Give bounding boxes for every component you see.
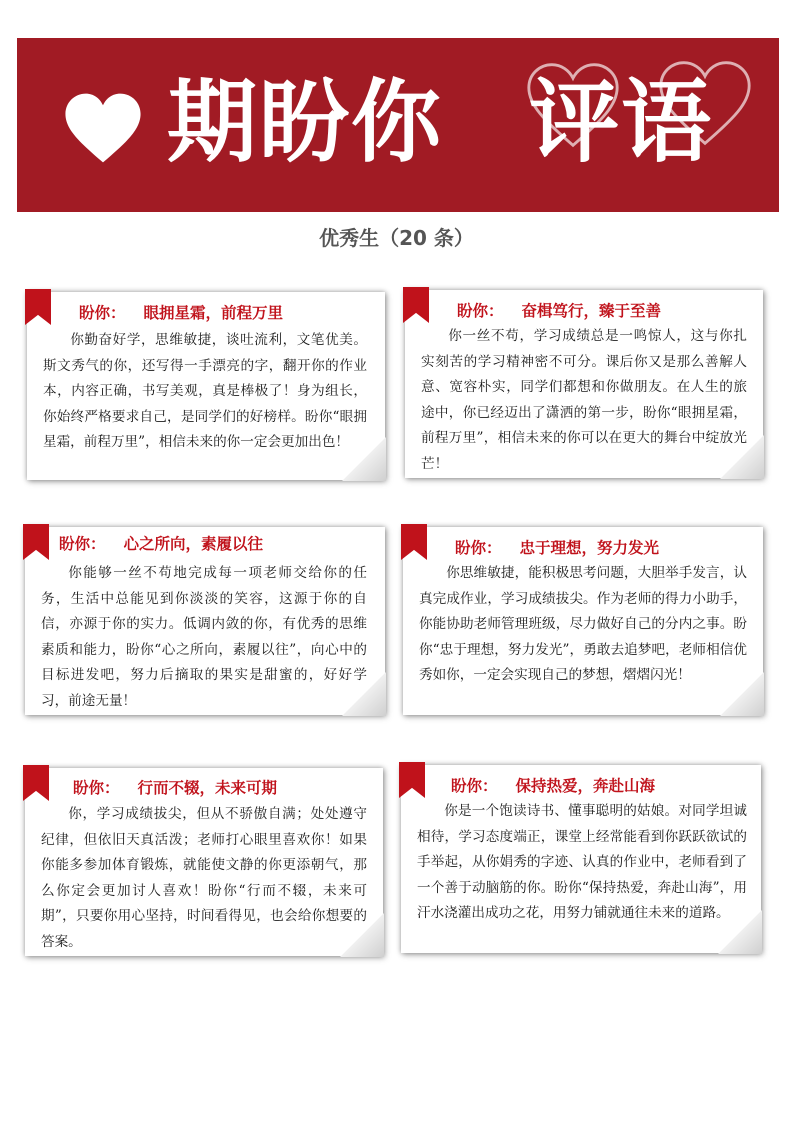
card-heading (79, 301, 283, 323)
ribbon-bookmark-icon (399, 762, 425, 798)
ribbon-bookmark-icon (23, 765, 49, 801)
card-motto: 行而不辍，未来可期 (137, 778, 278, 797)
card-body: 你思维敏捷，能积极思考问题，大胆举手发言，认真完成作业，学习成绩拔尖。作为老师的得力小助手，你能协助老师管理班级，尽力做好自己的分内之事。盼你“忠于理想，努力发光”，勇敢去追梦吧，老师相信优秀如你，一定会实现自己的梦想，熠熠闪光！ (419, 565, 747, 683)
card-body: 你一丝不苟，学习成绩总是一鸣惊人，这与你扎实刻苦的学习精神密不可分。课后你又是那么善解人意、宽容朴实，同学们都想和你做朋友。在人生的旅途中，你已经迈出了潇洒的第一步，盼你“眼拥星霜，前程万里”，相信未来的你可以在更大的舞台中绽放光芒！ (421, 328, 747, 472)
card-motto: 奋楫笃行，臻于至善 (521, 301, 662, 320)
banner-subtitle: 评语 (529, 70, 713, 175)
card-prefix: 盼你： (79, 303, 126, 322)
card-prefix: 盼你： (59, 534, 106, 553)
card-prefix: 盼你： (455, 538, 502, 557)
card-motto: 保持热爱，奔赴山海 (515, 776, 656, 795)
banner-title: 期盼你 (167, 70, 443, 175)
card-heading (457, 299, 661, 321)
card-body: 你是一个饱读诗书、懂事聪明的姑娘。对同学坦诚相待，学习态度端正，课堂上经常能看到你跃跃欲试的手举起，从你娟秀的字迹、认真的作业中，老师看到了一个善于动脑筋的你。盼你“保持热爱，奔赴山海”，用汗水浇灌出成功之花，用努力铺就通往未来的道路。 (417, 803, 747, 921)
card-motto: 眼拥星霜，前程万里 (143, 303, 284, 322)
card-body: 你勤奋好学，思维敏捷，谈吐流利，文笔优美。斯文秀气的你，还写得一手漂亮的字，翻开你的作业本，内容正确，书写美观，真是棒极了！身为组长，你始终严格要求自己，是同学们的好榜样。盼你“眼拥星霜，前程万里”，相信未来的你一定会更加出色！ (43, 332, 367, 450)
card-prefix: 盼你： (451, 776, 498, 795)
header-banner (17, 38, 779, 212)
ribbon-bookmark-icon (25, 289, 51, 325)
card-prefix: 盼你： (73, 778, 120, 797)
comment-card (25, 768, 383, 956)
comment-card (25, 527, 385, 715)
card-heading (451, 774, 655, 796)
card-heading (455, 536, 659, 558)
card-motto: 忠于理想，努力发光 (519, 538, 660, 557)
card-heading (73, 776, 277, 798)
ribbon-bookmark-icon (401, 524, 427, 560)
ribbon-bookmark-icon (403, 287, 429, 323)
card-body: 你，学习成绩拔尖，但从不骄傲自满；处处遵守纪律，但依旧天真活泼；老师打心眼里喜欢你！如果你能多参加体育锻炼，就能使文静的你更添朝气，那么你定会更加讨人喜欢！盼你“行而不辍，未来可期”，只要你用心坚持，时间看得见，也会给你想要的答案。 (41, 806, 367, 950)
card-heading (59, 532, 263, 554)
comment-card (401, 765, 761, 953)
card-body: 你能够一丝不苟地完成每一项老师交给你的任务，生活中总能见到你淡淡的笑容，这源于你的自信，亦源于你的实力。低调内敛的你，有优秀的思维素质和能力，盼你“心之所向，素履以往”，向心中的目标进发吧，努力后摘取的果实是甜蜜的，好好学习，前途无量！ (41, 565, 367, 709)
heart-icon (63, 92, 143, 164)
section-subtitle: 优秀生（20 条） (319, 226, 474, 250)
card-prefix: 盼你： (457, 301, 504, 320)
comment-card (27, 292, 385, 480)
comment-card (403, 527, 763, 715)
card-motto: 心之所向，素履以往 (123, 534, 264, 553)
comment-card (405, 290, 763, 478)
ribbon-bookmark-icon (23, 524, 49, 560)
